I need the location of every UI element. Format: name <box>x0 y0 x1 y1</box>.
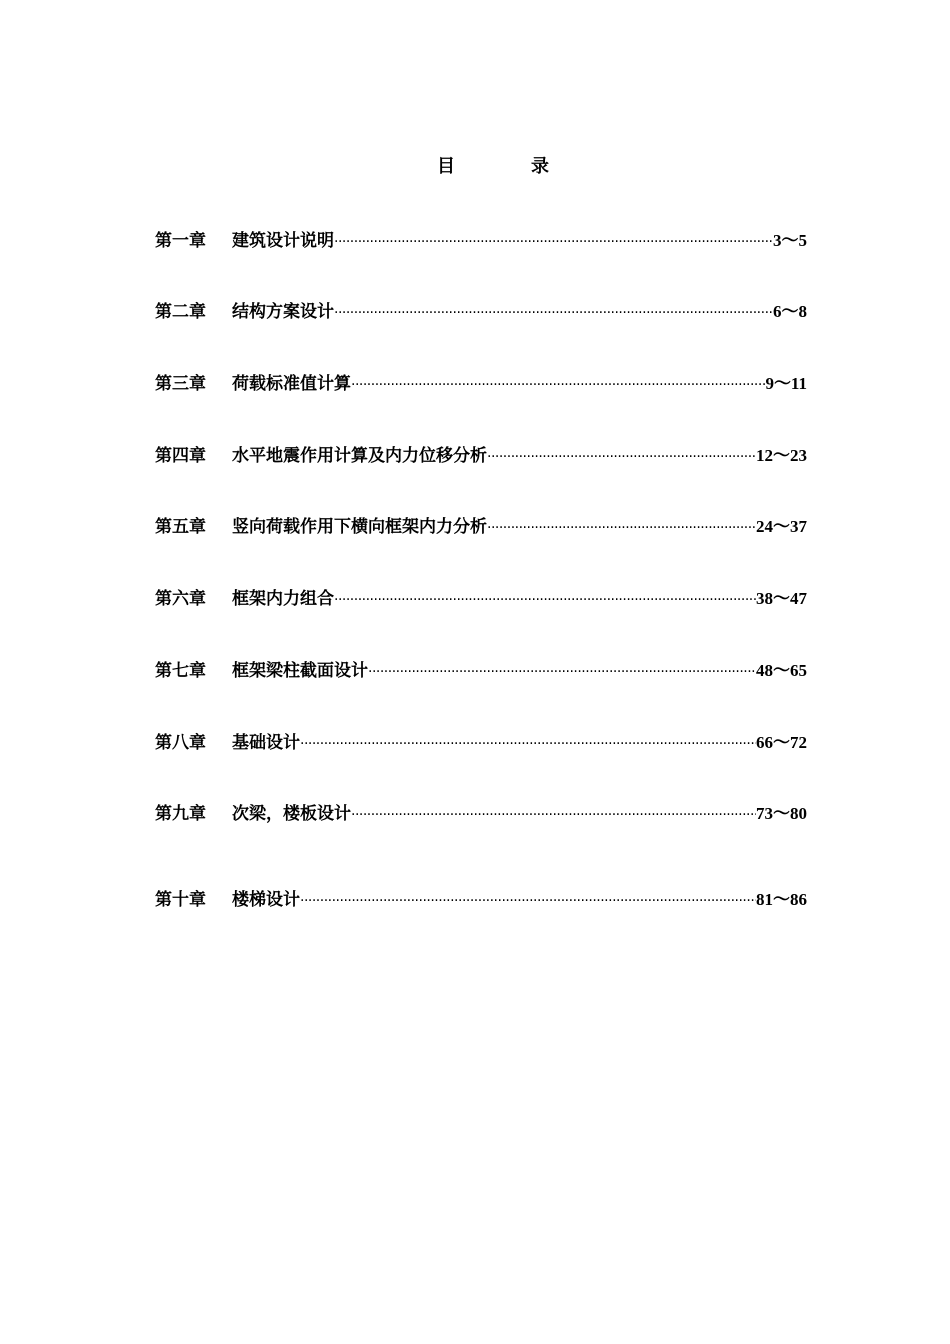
toc-dot-leader <box>487 520 756 536</box>
toc-entry[interactable] <box>155 512 807 538</box>
toc-page-range: 9～11 <box>765 374 807 393</box>
toc-entry[interactable] <box>155 885 807 911</box>
toc-dot-leader <box>351 377 765 393</box>
toc-page-range: 48～65 <box>756 661 807 680</box>
toc-entry[interactable] <box>155 297 807 323</box>
toc-chapter-name: 次梁，楼板设计 <box>232 804 351 824</box>
toc-dot-leader <box>334 592 756 608</box>
toc-chapter-label: 第八章 <box>155 733 206 753</box>
toc-dot-leader <box>300 893 756 909</box>
toc-dot-leader <box>334 305 773 321</box>
toc-page-range: 38～47 <box>756 589 807 608</box>
toc-chapter-name: 框架梁柱截面设计 <box>232 661 368 681</box>
toc-title-char-1: 目 <box>437 156 455 177</box>
toc-page-range: 24～37 <box>756 517 807 536</box>
toc-title <box>0 152 950 178</box>
toc-page-range: 73～80 <box>756 804 807 823</box>
toc-entry[interactable] <box>155 656 807 682</box>
toc-chapter-label: 第一章 <box>155 231 206 251</box>
toc-page-range: 66～72 <box>756 733 807 752</box>
toc-entry[interactable] <box>155 728 807 754</box>
toc-dot-leader <box>368 664 756 680</box>
toc-chapter-name: 竖向荷载作用下横向框架内力分析 <box>232 517 487 537</box>
toc-page-range: 6～8 <box>773 302 807 321</box>
toc-entry[interactable] <box>155 441 807 467</box>
toc-page-range: 12～23 <box>756 446 807 465</box>
toc-page-range: 81～86 <box>756 890 807 909</box>
toc-chapter-label: 第五章 <box>155 517 206 537</box>
toc-entry[interactable] <box>155 226 807 252</box>
toc-chapter-name: 框架内力组合 <box>232 589 334 609</box>
toc-chapter-name: 楼梯设计 <box>232 890 300 910</box>
toc-chapter-label: 第九章 <box>155 804 206 824</box>
toc-chapter-label: 第六章 <box>155 589 206 609</box>
toc-dot-leader <box>487 449 756 465</box>
toc-chapter-label: 第三章 <box>155 374 206 394</box>
toc-chapter-label: 第十章 <box>155 890 206 910</box>
toc-chapter-name: 荷载标准值计算 <box>232 374 351 394</box>
toc-dot-leader <box>334 234 773 250</box>
toc-entry[interactable] <box>155 584 807 610</box>
toc-chapter-label: 第七章 <box>155 661 206 681</box>
toc-chapter-label: 第二章 <box>155 302 206 322</box>
toc-dot-leader <box>351 807 756 823</box>
toc-chapter-label: 第四章 <box>155 446 206 466</box>
toc-entry[interactable] <box>155 369 807 395</box>
toc-dot-leader <box>300 736 756 752</box>
toc-chapter-name: 水平地震作用计算及内力位移分析 <box>232 446 487 466</box>
toc-page-range: 3～5 <box>773 231 807 250</box>
toc-chapter-name: 基础设计 <box>232 733 300 753</box>
toc-chapter-name: 结构方案设计 <box>232 302 334 322</box>
toc-chapter-name: 建筑设计说明 <box>232 231 334 251</box>
toc-title-char-2: 录 <box>531 156 549 177</box>
toc-entry[interactable] <box>155 799 807 825</box>
